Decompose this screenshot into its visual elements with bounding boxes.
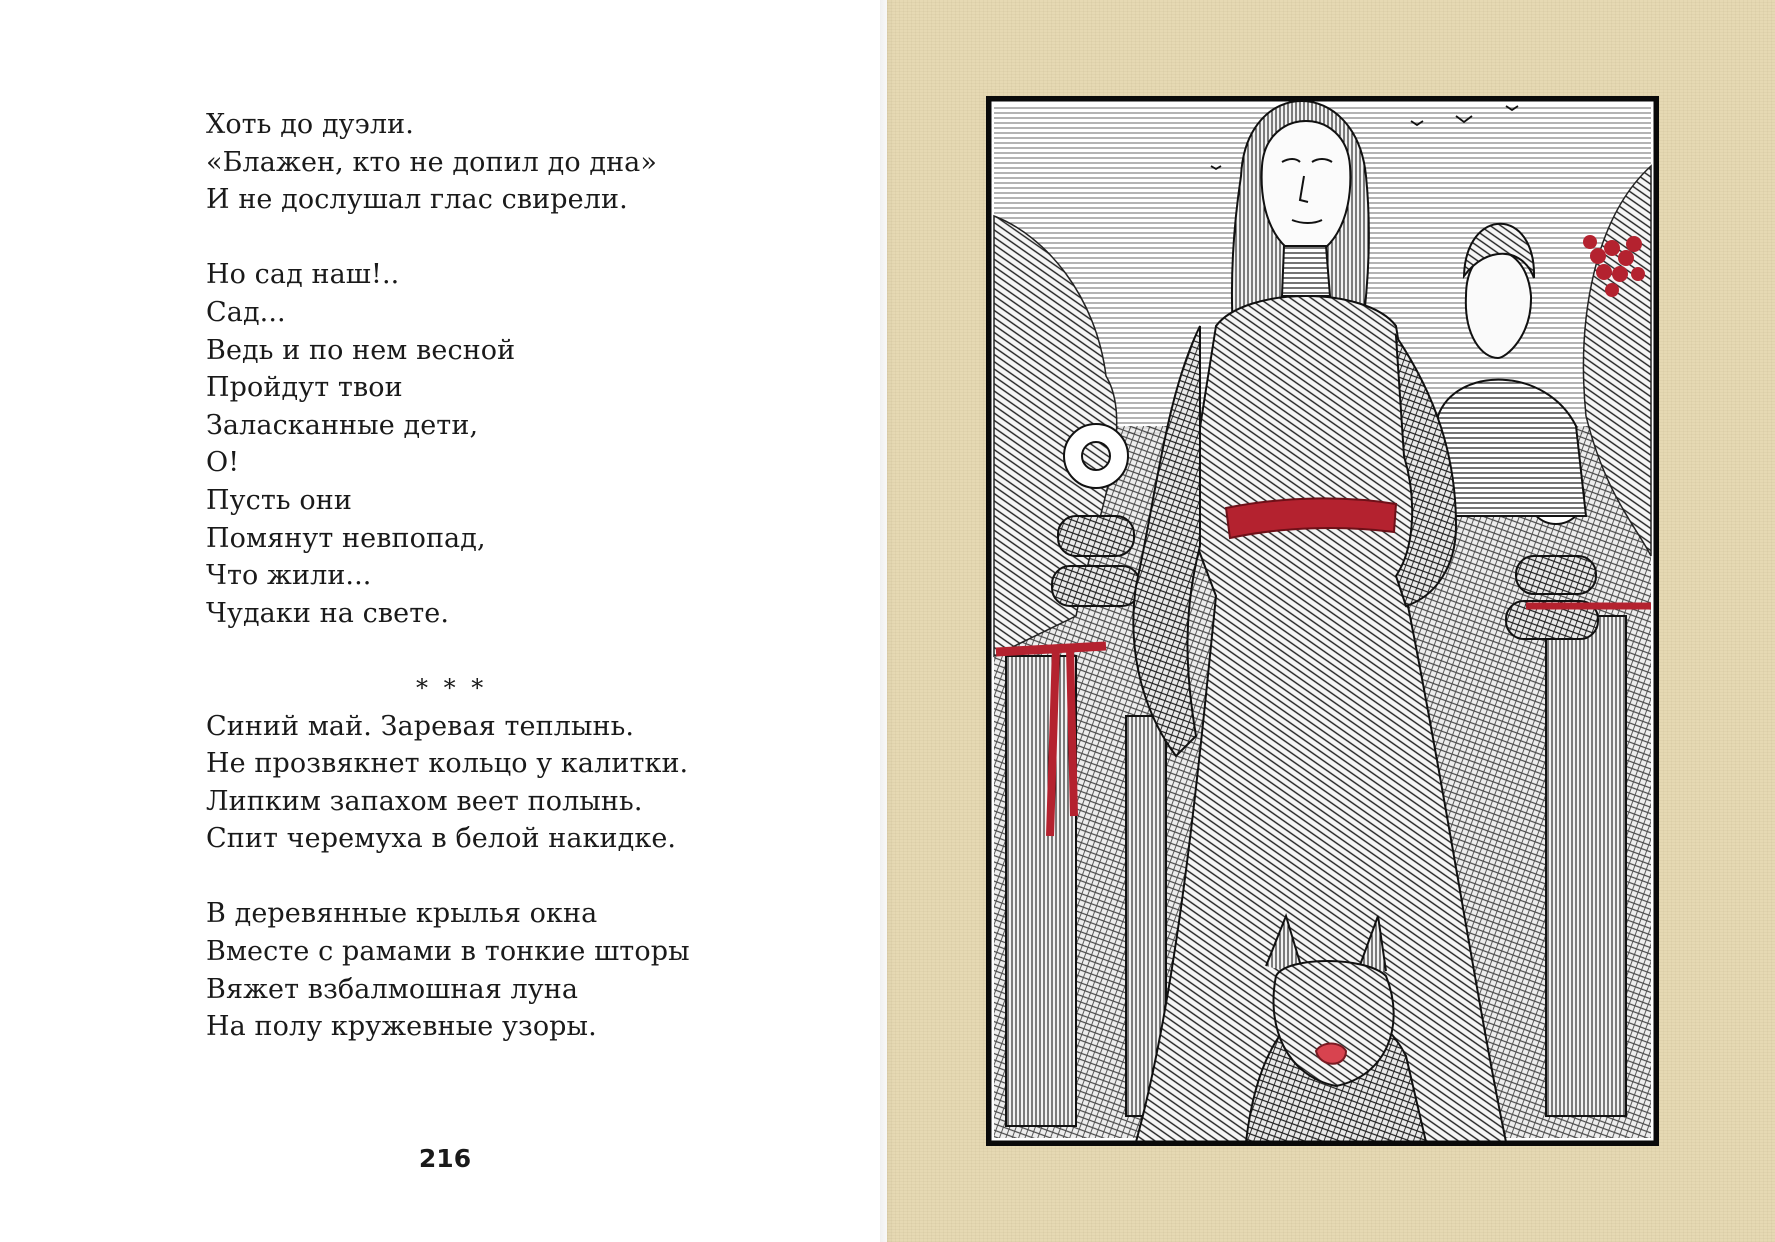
poem-text [206, 106, 846, 1046]
right-page [887, 0, 1775, 1242]
poem-line: Липким запахом веет полынь. [206, 785, 643, 817]
engraving-illustration-image [986, 96, 1659, 1146]
poem-line: Пусть они [206, 484, 352, 516]
left-page [0, 0, 887, 1242]
poem-line: Чудаки на свете. [206, 597, 450, 629]
poem-line: Вместе с рамами в тонкие шторы [206, 936, 690, 968]
stanza-gap [206, 858, 846, 896]
section-separator: * * * [416, 673, 488, 702]
poem-line: О! [206, 447, 240, 479]
poem-line: Не прозвякнет кольцо у калитки. [206, 748, 689, 780]
poem-line: Помянут невпопад, [206, 522, 486, 554]
poem-line: Хоть до дуэли. [206, 109, 414, 140]
book-gutter [880, 0, 894, 1242]
poem-line: Ведь и по нем весной [206, 334, 516, 366]
poem-line: Синий май. Заревая теплынь. [206, 710, 635, 742]
poem-line: «Блажен, кто не допил до дна» [206, 146, 657, 178]
stanza-gap [206, 219, 846, 257]
poem-line: Пройдут твои [206, 372, 403, 404]
poem-line: Заласканные дети, [206, 409, 479, 441]
illustration [986, 96, 1659, 1146]
poem-line: И не дослушал глас свирели. [206, 184, 628, 216]
stanza-gap [206, 632, 846, 670]
poem-line: Но сад наш!.. [206, 259, 400, 291]
poem-line: Что жили... [206, 560, 372, 592]
poem-line: Вяжет взбалмошная луна [206, 973, 579, 1005]
poem-line: Спит черемуха в белой накидке. [206, 823, 677, 855]
poem-line: В деревянные крылья окна [206, 898, 598, 930]
page-number: 216 [418, 1144, 472, 1173]
poem-line: Сад... [206, 296, 286, 328]
poem-line: На полу кружевные узоры. [206, 1011, 597, 1043]
